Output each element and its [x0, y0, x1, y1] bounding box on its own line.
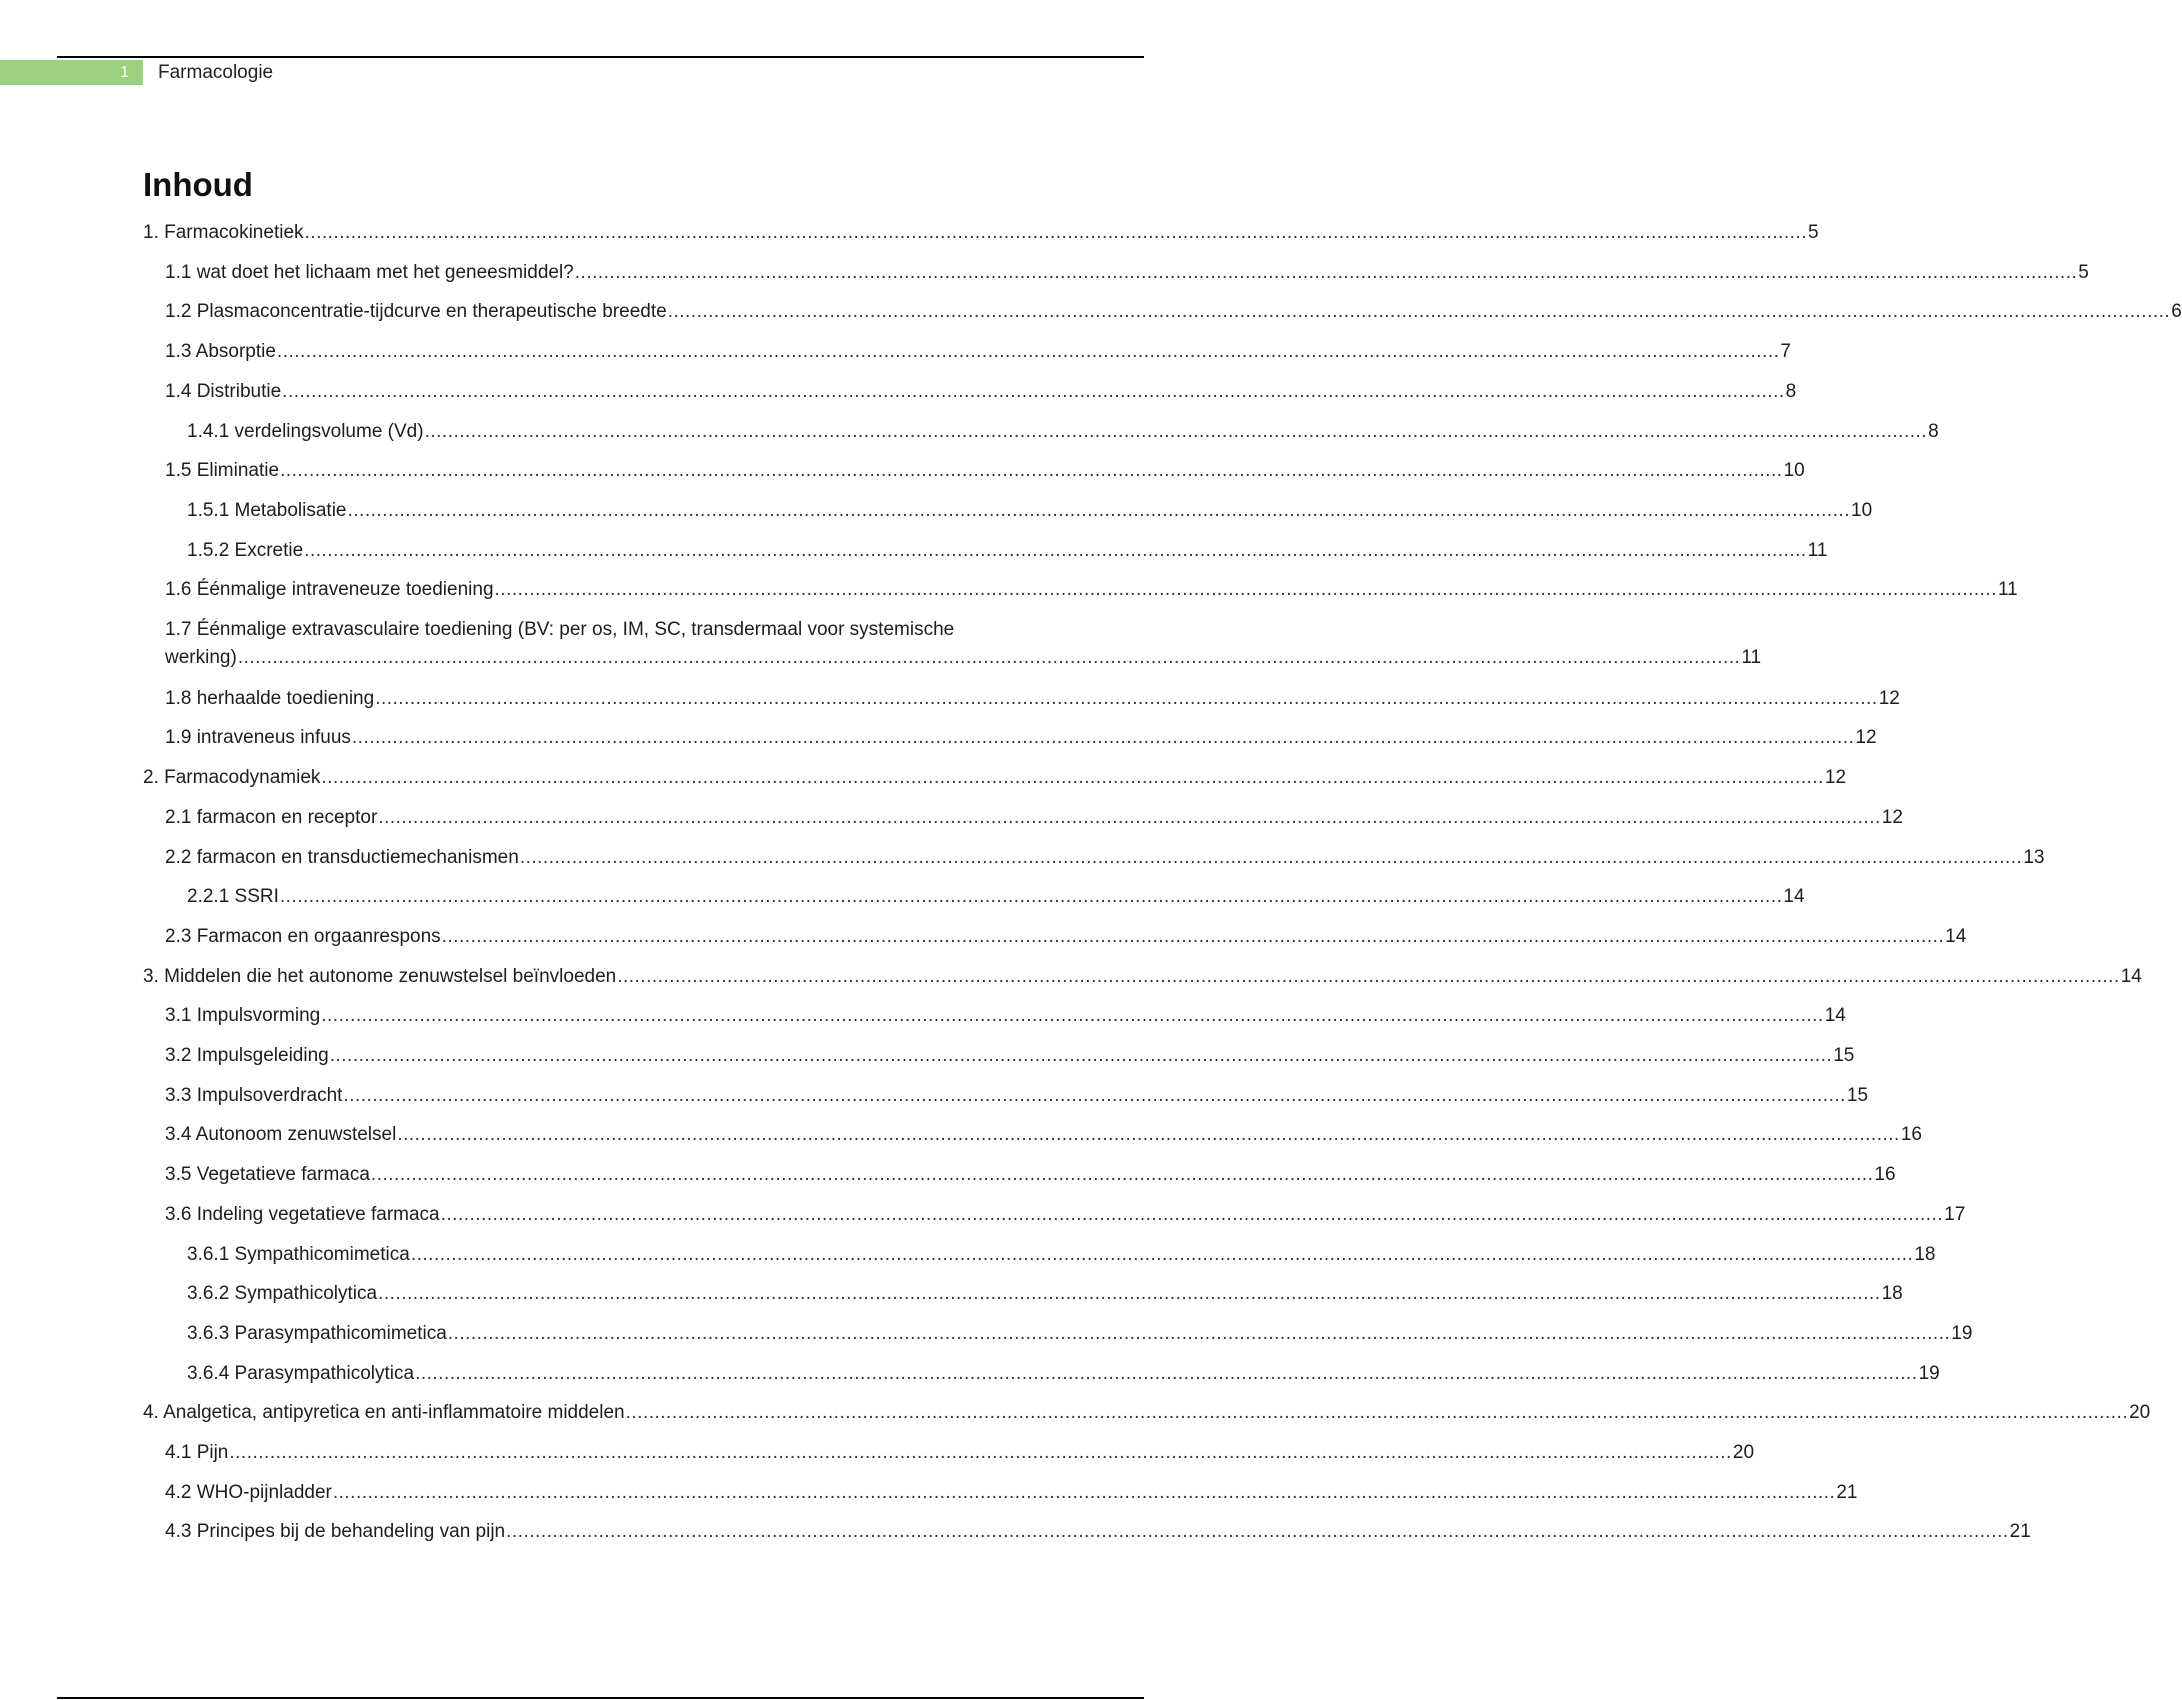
- toc-entry-label: 3.6.1 Sympathicomimetica: [187, 1243, 410, 1265]
- toc-entry-label: 1. Farmacokinetiek: [143, 222, 304, 243]
- toc-entry[interactable]: [165, 298, 2182, 326]
- toc-dot-leader: ....................................................................................................................................................................................................................................................................: [494, 579, 1998, 601]
- toc-entry-label: 1.5.1 Metabolisatie: [187, 499, 347, 521]
- toc-dot-leader: ....................................................................................................................................................................................................................................................................: [440, 1203, 1944, 1225]
- toc-dot-leader: ....................................................................................................................................................................................................................................................................: [321, 767, 1824, 789]
- toc-entry[interactable]: [165, 1518, 2031, 1546]
- toc-entry[interactable]: [165, 1042, 1855, 1070]
- toc-entry-page: 21: [2009, 1521, 2031, 1543]
- toc-entry-label: 3.4 Autonoom zenuwstelsel: [165, 1124, 397, 1146]
- toc-dot-leader: ....................................................................................................................................................................................................................................................................: [321, 1005, 1824, 1027]
- toc-dot-leader: ....................................................................................................................................................................................................................................................................: [370, 1164, 1874, 1186]
- toc-entry-label-continued: werking): [165, 647, 237, 668]
- toc-entry[interactable]: [187, 883, 1805, 911]
- toc-entry[interactable]: [165, 685, 1900, 713]
- toc-entry-label: 3.6.2 Sympathicolytica: [187, 1283, 378, 1305]
- toc-entry[interactable]: [187, 537, 1828, 565]
- toc-entry[interactable]: [165, 724, 1877, 752]
- toc-dot-leader: ....................................................................................................................................................................................................................................................................: [280, 460, 1783, 482]
- toc-entry-page: 12: [1878, 687, 1900, 709]
- toc-entry-page: 14: [1824, 1005, 1846, 1027]
- toc-entry[interactable]: [165, 378, 1797, 406]
- toc-entry-page: 11: [1998, 579, 2018, 601]
- toc-dot-leader: ....................................................................................................................................................................................................................................................................: [237, 647, 1741, 668]
- toc-entry[interactable]: [143, 963, 2142, 991]
- toc-dot-leader: ....................................................................................................................................................................................................................................................................: [519, 846, 2023, 868]
- footer-rule: [57, 1697, 1144, 1699]
- toc-dot-leader: ....................................................................................................................................................................................................................................................................: [304, 539, 1807, 561]
- toc-entry-page: 12: [1881, 806, 1903, 828]
- toc-entry-label: 1.4 Distributie: [165, 380, 282, 402]
- toc-entry-page: 14: [1783, 886, 1805, 908]
- toc-entry[interactable]: [165, 576, 2018, 604]
- toc-entry-page: 8: [1785, 380, 1797, 402]
- toc-entry-page: 19: [1951, 1322, 1973, 1344]
- toc-entry-page: 5: [1808, 222, 1819, 243]
- toc-entry[interactable]: [187, 497, 1873, 525]
- toc-entry-label: 1.3 Absorptie: [165, 341, 276, 363]
- toc-dot-leader: ....................................................................................................................................................................................................................................................................: [424, 420, 1928, 442]
- toc-dot-leader: ....................................................................................................................................................................................................................................................................: [617, 965, 2120, 987]
- toc-entry-page: 12: [1824, 767, 1847, 789]
- toc-entry-label: 1.2 Plasmaconcentratie-tijdcurve en therapeutische breedte: [165, 301, 667, 323]
- toc-dot-leader: ....................................................................................................................................................................................................................................................................: [378, 806, 1881, 828]
- toc-entry-page: 14: [2120, 965, 2142, 987]
- toc-entry-page: 21: [1836, 1481, 1858, 1503]
- toc-entry-label: 1.5.2 Excretie: [187, 539, 304, 561]
- toc-entry-label: 2. Farmacodynamiek: [143, 767, 321, 789]
- toc-entry-label: 4.3 Principes bij de behandeling van pijn: [165, 1521, 506, 1543]
- toc-dot-leader: ....................................................................................................................................................................................................................................................................: [415, 1362, 1918, 1384]
- toc-entry-label: 1.1 wat doet het lichaam met het geneesmiddel?: [165, 261, 574, 283]
- toc-entry-page: 13: [2023, 846, 2045, 868]
- toc-entry-label: 3. Middelen die het autonome zenuwstelsel beïnvloeden: [143, 965, 617, 987]
- toc-entry[interactable]: [165, 1121, 1922, 1149]
- toc-entry-label: 3.2 Impulsgeleiding: [165, 1045, 329, 1066]
- toc-entry-label: 3.5 Vegetatieve farmaca: [165, 1164, 370, 1186]
- toc-entry[interactable]: [187, 1280, 1903, 1308]
- toc-dot-leader: ....................................................................................................................................................................................................................................................................: [304, 222, 1808, 243]
- toc-entry-page: 11: [1741, 647, 1762, 668]
- toc-entry-label: 4.2 WHO-pijnladder: [165, 1481, 332, 1503]
- toc-entry-page: 16: [1874, 1164, 1896, 1186]
- toc-entry-page: 15: [1846, 1084, 1869, 1106]
- toc-entry-page: 10: [1851, 499, 1873, 521]
- toc-entry-label: 2.1 farmacon en receptor: [165, 806, 378, 828]
- toc-entry[interactable]: [165, 844, 2045, 872]
- toc-entry-label: 2.3 Farmacon en orgaanrespons: [165, 925, 441, 947]
- toc-entry[interactable]: [165, 1439, 1755, 1467]
- toc-dot-leader: ....................................................................................................................................................................................................................................................................: [351, 727, 1855, 749]
- toc-dot-leader: ....................................................................................................................................................................................................................................................................: [329, 1045, 1833, 1066]
- toc-entry-page: 20: [2129, 1402, 2151, 1424]
- toc-entry[interactable]: [165, 338, 1791, 366]
- toc-entry[interactable]: [165, 1002, 1846, 1030]
- toc-entry[interactable]: [165, 1161, 1896, 1189]
- toc-dot-leader: ....................................................................................................................................................................................................................................................................: [506, 1521, 2009, 1543]
- toc-entry-label: 3.6 Indeling vegetatieve farmaca: [165, 1203, 440, 1225]
- toc-entry[interactable]: [165, 1082, 1869, 1110]
- toc-dot-leader: ....................................................................................................................................................................................................................................................................: [229, 1442, 1732, 1463]
- toc-dot-leader: ....................................................................................................................................................................................................................................................................: [667, 301, 2171, 323]
- toc-entry[interactable]: [165, 1479, 1858, 1507]
- toc-entry[interactable]: [165, 259, 2089, 287]
- toc-entry[interactable]: [143, 1399, 2151, 1427]
- toc-entry[interactable]: [187, 1241, 1936, 1269]
- toc-entry-page: 14: [1945, 925, 1967, 947]
- toc-entry[interactable]: [143, 764, 1847, 792]
- toc-entry-label: 1.5 Eliminatie: [165, 460, 280, 482]
- toc-entry-label: 1.7 Éénmalige extravasculaire toediening (BV: per os, IM, SC, transdermaal voor systemische: [165, 619, 955, 640]
- toc-entry[interactable]: [165, 804, 1903, 832]
- toc-entry-label: 4. Analgetica, antipyretica en anti-inflammatoire middelen: [143, 1402, 625, 1424]
- toc-entry[interactable]: [165, 1201, 1966, 1229]
- toc-entry[interactable]: [165, 923, 1967, 951]
- toc-entry-page: 18: [1881, 1283, 1903, 1305]
- toc-entry-label: 2.2.1 SSRI: [187, 886, 279, 908]
- toc-dot-leader: ....................................................................................................................................................................................................................................................................: [447, 1322, 1951, 1344]
- toc-entry-page: 16: [1900, 1124, 1922, 1146]
- toc-entry-label: 1.9 intraveneus infuus: [165, 727, 351, 749]
- page-number: 1: [120, 64, 129, 81]
- toc-entry[interactable]: [187, 1360, 1940, 1388]
- toc-entry-page: 7: [1780, 341, 1791, 363]
- toc-entry[interactable]: [187, 1320, 1973, 1348]
- toc-dot-leader: ....................................................................................................................................................................................................................................................................: [378, 1283, 1881, 1305]
- toc-entry-page: 11: [1807, 539, 1828, 561]
- toc-entry-label: 3.3 Impulsoverdracht: [165, 1084, 343, 1106]
- toc-entry-page: 6: [2171, 301, 2182, 323]
- toc-entry-page: 17: [1944, 1203, 1966, 1225]
- toc-entry-page: 19: [1918, 1362, 1940, 1384]
- toc-dot-leader: ....................................................................................................................................................................................................................................................................: [282, 380, 1785, 402]
- toc-entry-page: 20: [1732, 1442, 1755, 1463]
- toc-dot-leader: ....................................................................................................................................................................................................................................................................: [410, 1243, 1914, 1265]
- toc-entry-page: 15: [1833, 1045, 1855, 1066]
- toc-entry-page: 12: [1855, 727, 1877, 749]
- toc-dot-leader: ....................................................................................................................................................................................................................................................................: [625, 1402, 2129, 1424]
- toc-entry-label: 3.1 Impulsvorming: [165, 1005, 321, 1027]
- toc-dot-leader: ....................................................................................................................................................................................................................................................................: [332, 1481, 1836, 1503]
- toc-entry-label: 3.6.4 Parasympathicolytica: [187, 1362, 415, 1384]
- toc-dot-leader: ....................................................................................................................................................................................................................................................................: [279, 886, 1783, 908]
- toc-dot-leader: ....................................................................................................................................................................................................................................................................: [397, 1124, 1900, 1146]
- toc-dot-leader: ....................................................................................................................................................................................................................................................................: [276, 341, 1780, 363]
- toc-entry-page: 5: [2078, 261, 2089, 283]
- running-header: Farmacologie: [158, 62, 274, 83]
- toc-dot-leader: ....................................................................................................................................................................................................................................................................: [343, 1084, 1846, 1106]
- toc-entry-page: 10: [1783, 460, 1805, 482]
- toc-dot-leader: ....................................................................................................................................................................................................................................................................: [347, 499, 1850, 521]
- toc-entry[interactable]: [143, 219, 1819, 247]
- toc-entry-label: 3.6.3 Parasympathicomimetica: [187, 1322, 447, 1344]
- toc-entry[interactable]: [187, 418, 1939, 446]
- toc-entry-label: 2.2 farmacon en transductiemechanismen: [165, 846, 519, 868]
- toc-entry-label: 1.6 Éénmalige intraveneuze toediening: [165, 579, 494, 601]
- toc-entry-page: 18: [1914, 1243, 1936, 1265]
- toc-entry-label: 1.8 herhaalde toediening: [165, 687, 375, 709]
- toc-dot-leader: ....................................................................................................................................................................................................................................................................: [441, 925, 1945, 947]
- toc-entry-label: 4.1 Pijn: [165, 1442, 229, 1463]
- toc-entry[interactable]: [165, 616, 1762, 672]
- toc-entry-label: 1.4.1 verdelingsvolume (Vd): [187, 420, 424, 442]
- toc-entry-page: 8: [1928, 420, 1939, 442]
- toc-entry[interactable]: [165, 457, 1805, 485]
- toc-dot-leader: ....................................................................................................................................................................................................................................................................: [574, 261, 2078, 283]
- toc-title: Inhoud: [143, 166, 253, 203]
- toc-dot-leader: ....................................................................................................................................................................................................................................................................: [375, 687, 1878, 709]
